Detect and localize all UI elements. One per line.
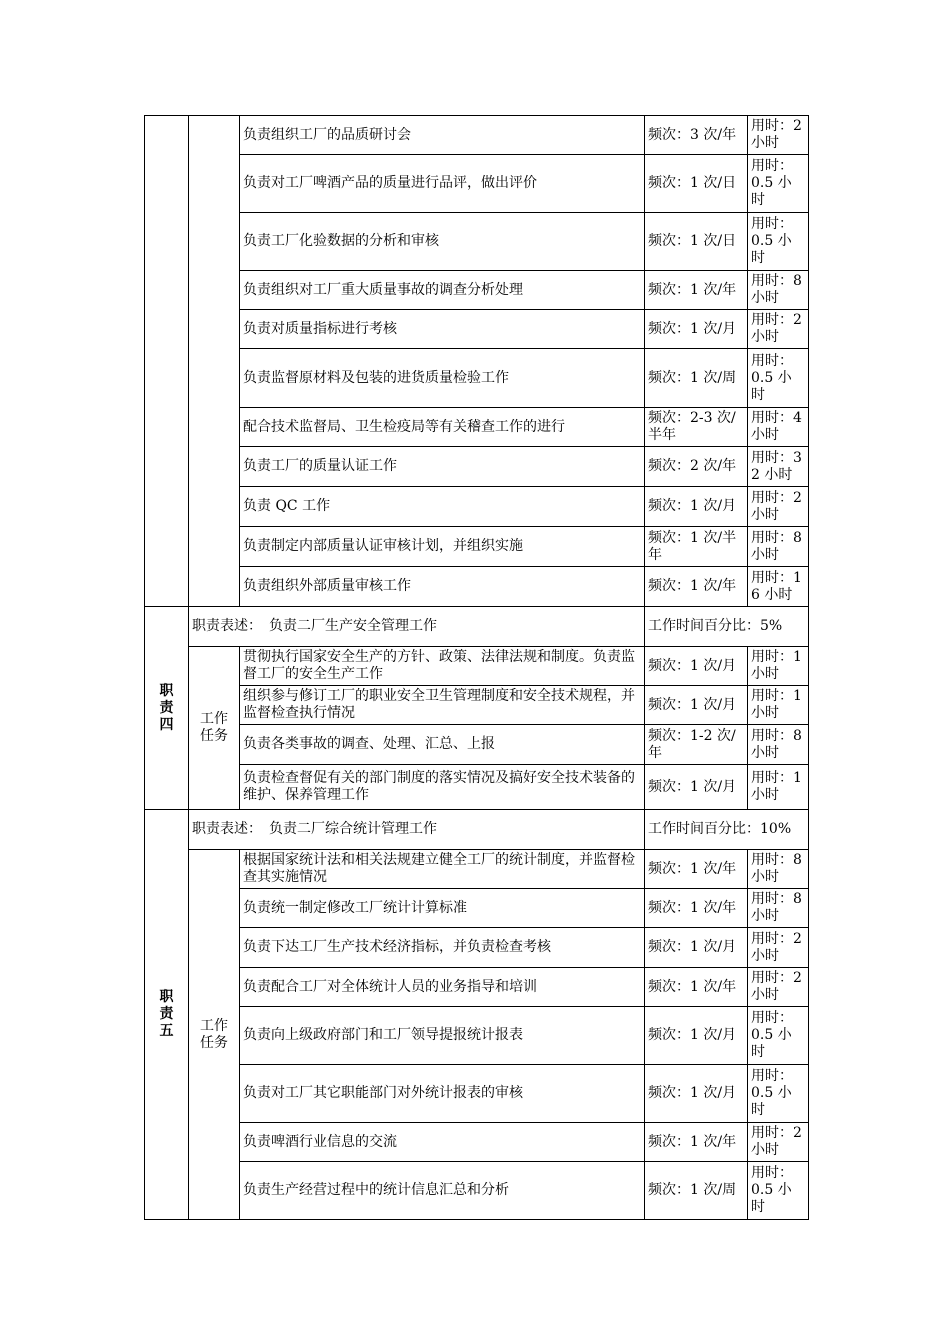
task-cell: 负责下达工厂生产技术经济指标，并负责检查考核 bbox=[240, 928, 645, 968]
time-cell: 用时：8 小时 bbox=[748, 725, 809, 765]
frequency-cell: 频次：1 次/月 bbox=[645, 647, 748, 686]
time-cell: 用时：8 小时 bbox=[748, 850, 809, 889]
table-row bbox=[145, 213, 809, 271]
table-row bbox=[145, 725, 809, 765]
table-row bbox=[145, 310, 809, 349]
time-cell: 用时：8 小时 bbox=[748, 889, 809, 928]
section-four-label-cell bbox=[145, 607, 189, 810]
task-cell: 负责统一制定修改工厂统计计算标准 bbox=[240, 889, 645, 928]
frequency-cell: 频次：1 次/年 bbox=[645, 968, 748, 1007]
frequency-cell: 频次：1 次/月 bbox=[645, 1007, 748, 1065]
table-row bbox=[145, 1162, 809, 1220]
section-five-description: 职责表述： 负责二厂综合统计管理工作 bbox=[189, 810, 645, 850]
task-cell: 负责对工厂啤酒产品的质量进行品评，做出评价 bbox=[240, 155, 645, 213]
table-row bbox=[145, 408, 809, 447]
time-cell: 用时：1 小时 bbox=[748, 647, 809, 686]
frequency-cell: 频次：1 次/日 bbox=[645, 213, 748, 271]
frequency-cell: 频次：1 次/月 bbox=[645, 487, 748, 527]
time-cell: 用时：0.5 小时 bbox=[748, 1007, 809, 1065]
table-row bbox=[145, 810, 809, 850]
section-three-label-cell bbox=[145, 116, 189, 607]
task-cell: 负责组织工厂的品质研讨会 bbox=[240, 116, 645, 155]
frequency-cell: 频次：3 次/年 bbox=[645, 116, 748, 155]
time-cell: 用时：2 小时 bbox=[748, 928, 809, 968]
task-cell: 负责制定内部质量认证审核计划，并组织实施 bbox=[240, 527, 645, 567]
task-cell: 负责监督原材料及包装的进货质量检验工作 bbox=[240, 349, 645, 408]
task-cell: 负责生产经营过程中的统计信息汇总和分析 bbox=[240, 1162, 645, 1220]
table-row bbox=[145, 487, 809, 527]
table-row bbox=[145, 686, 809, 725]
task-cell: 负责各类事故的调查、处理、汇总、上报 bbox=[240, 725, 645, 765]
time-cell: 用时：2 小时 bbox=[748, 487, 809, 527]
task-cell: 负责检查督促有关的部门制度的落实情况及搞好安全技术装备的维护、保养管理工作 bbox=[240, 765, 645, 810]
time-cell: 用时：8 小时 bbox=[748, 527, 809, 567]
section-three-task-label-cell bbox=[189, 116, 240, 607]
section-four-description: 职责表述： 负责二厂生产安全管理工作 bbox=[189, 607, 645, 647]
frequency-cell: 频次：1 次/月 bbox=[645, 686, 748, 725]
time-cell: 用时：1 小时 bbox=[748, 686, 809, 725]
table-row bbox=[145, 155, 809, 213]
frequency-cell: 频次：1 次/周 bbox=[645, 349, 748, 408]
task-cell: 负责对质量指标进行考核 bbox=[240, 310, 645, 349]
task-cell: 负责工厂的质量认证工作 bbox=[240, 447, 645, 487]
section-four-percentage: 工作时间百分比：5% bbox=[645, 607, 809, 647]
task-cell: 负责组织对工厂重大质量事故的调查分析处理 bbox=[240, 271, 645, 310]
time-cell: 用时：0.5 小时 bbox=[748, 213, 809, 271]
time-cell: 用时：4 小时 bbox=[748, 408, 809, 447]
task-cell: 组织参与修订工厂的职业安全卫生管理制度和安全技术规程，并监督检查执行情况 bbox=[240, 686, 645, 725]
task-cell: 负责啤酒行业信息的交流 bbox=[240, 1123, 645, 1162]
table-row bbox=[145, 889, 809, 928]
section-four-task-label-cell bbox=[189, 647, 240, 810]
table-row bbox=[145, 271, 809, 310]
time-cell: 用时：16 小时 bbox=[748, 567, 809, 607]
time-cell: 用时：0.5 小时 bbox=[748, 1162, 809, 1220]
time-cell: 用时：1 小时 bbox=[748, 765, 809, 810]
task-cell: 贯彻执行国家安全生产的方针、政策、法律法规和制度。负责监督工厂的安全生产工作 bbox=[240, 647, 645, 686]
frequency-cell: 频次：1 次/年 bbox=[645, 889, 748, 928]
time-cell: 用时：2 小时 bbox=[748, 968, 809, 1007]
table-row bbox=[145, 116, 809, 155]
section-four-label: 职责四 bbox=[159, 682, 174, 733]
task-cell: 负责向上级政府部门和工厂领导提报统计报表 bbox=[240, 1007, 645, 1065]
table-row bbox=[145, 607, 809, 647]
frequency-cell: 频次：1 次/周 bbox=[645, 1162, 748, 1220]
frequency-cell: 频次：1 次/年 bbox=[645, 850, 748, 889]
frequency-cell: 频次：1-2 次/年 bbox=[645, 725, 748, 765]
frequency-cell: 频次：1 次/月 bbox=[645, 765, 748, 810]
frequency-cell: 频次：1 次/日 bbox=[645, 155, 748, 213]
table-row bbox=[145, 447, 809, 487]
table-row bbox=[145, 567, 809, 607]
table-row bbox=[145, 647, 809, 686]
frequency-cell: 频次：1 次/月 bbox=[645, 1065, 748, 1123]
section-five-percentage: 工作时间百分比：10% bbox=[645, 810, 809, 850]
task-cell: 负责对工厂其它职能部门对外统计报表的审核 bbox=[240, 1065, 645, 1123]
frequency-cell: 频次：1 次/年 bbox=[645, 567, 748, 607]
table-row bbox=[145, 1123, 809, 1162]
frequency-cell: 频次：1 次/年 bbox=[645, 271, 748, 310]
table-row bbox=[145, 1007, 809, 1065]
time-cell: 用时：32 小时 bbox=[748, 447, 809, 487]
section-five-label: 职责五 bbox=[159, 989, 174, 1039]
table-row bbox=[145, 968, 809, 1007]
table-row bbox=[145, 850, 809, 889]
time-cell: 用时：0.5 小时 bbox=[748, 1065, 809, 1123]
section-five-task-label: 工作任务 bbox=[200, 1017, 228, 1051]
frequency-cell: 频次：1 次/月 bbox=[645, 310, 748, 349]
frequency-cell: 频次：1 次/半年 bbox=[645, 527, 748, 567]
time-cell: 用时：0.5 小时 bbox=[748, 155, 809, 213]
frequency-cell: 频次：2-3 次/半年 bbox=[645, 408, 748, 447]
frequency-cell: 频次：1 次/年 bbox=[645, 1123, 748, 1162]
frequency-cell: 频次：2 次/年 bbox=[645, 447, 748, 487]
table-row bbox=[145, 527, 809, 567]
section-five-label-cell bbox=[145, 810, 189, 1220]
task-cell: 负责组织外部质量审核工作 bbox=[240, 567, 645, 607]
table-row bbox=[145, 928, 809, 968]
task-cell: 配合技术监督局、卫生检疫局等有关稽查工作的进行 bbox=[240, 408, 645, 447]
time-cell: 用时：2 小时 bbox=[748, 116, 809, 155]
task-cell: 负责工厂化验数据的分析和审核 bbox=[240, 213, 645, 271]
table-row bbox=[145, 765, 809, 810]
time-cell: 用时：8 小时 bbox=[748, 271, 809, 310]
table-row bbox=[145, 1065, 809, 1123]
frequency-cell: 频次：1 次/月 bbox=[645, 928, 748, 968]
section-four-task-label: 工作任务 bbox=[200, 711, 228, 744]
task-cell: 根据国家统计法和相关法规建立健全工厂的统计制度，并监督检查其实施情况 bbox=[240, 850, 645, 889]
time-cell: 用时：2 小时 bbox=[748, 310, 809, 349]
time-cell: 用时：2 小时 bbox=[748, 1123, 809, 1162]
task-cell: 负责 QC 工作 bbox=[240, 487, 645, 527]
table-row bbox=[145, 349, 809, 408]
duty-table bbox=[144, 115, 809, 1220]
section-five-task-label-cell bbox=[189, 850, 240, 1220]
time-cell: 用时：0.5 小时 bbox=[748, 349, 809, 408]
task-cell: 负责配合工厂对全体统计人员的业务指导和培训 bbox=[240, 968, 645, 1007]
